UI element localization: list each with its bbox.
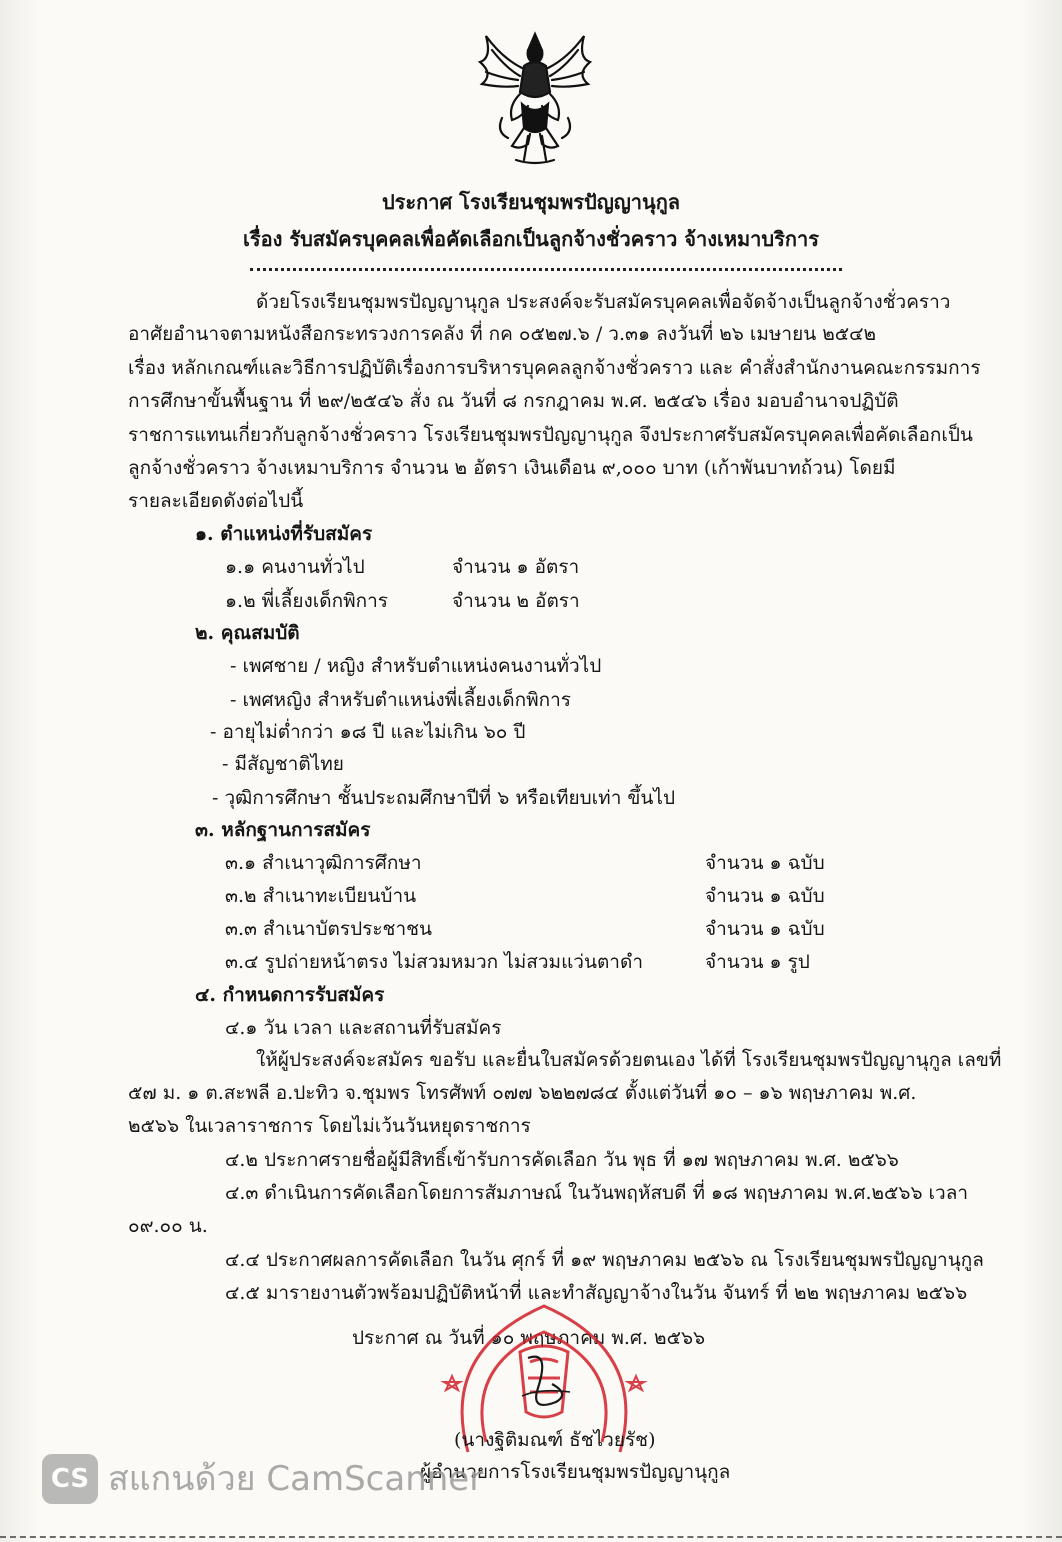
announcement-date: ประกาศ ณ วันที่ ๑๐ พฤษภาคม พ.ศ. ๒๕๖๖	[352, 1327, 706, 1349]
schedule-item: ๔.๓ ดำเนินการคัดเลือกโดยการสัมภาษณ์ ในวันพฤหัสบดี ที่ ๑๘ พฤษภาคม พ.ศ.๒๕๖๖ เวลา	[225, 1182, 969, 1204]
schedule-body-line: ให้ผู้ประสงค์จะสมัคร ขอรับ และยื่นใบสมัครด้วยตนเอง ได้ที่ โรงเรียนชุมพรปัญญานุกูล เลขที่	[256, 1049, 1002, 1071]
header-separator	[250, 268, 842, 271]
announcement-title: ประกาศ โรงเรียนชุมพรปัญญานุกูล	[381, 190, 681, 214]
document-item-count: จำนวน ๑ รูป	[705, 951, 810, 973]
document-item-name: ๓.๓ สำเนาบัตรประชาชน	[225, 918, 432, 940]
qualification-item: - เพศหญิง สำหรับตำแหน่งพี่เลี้ยงเด็กพิการ	[230, 689, 571, 711]
document-item-count: จำนวน ๑ ฉบับ	[705, 852, 825, 874]
document-item-name: ๓.๒ สำเนาทะเบียนบ้าน	[225, 885, 417, 907]
signer-name: (นางฐิติมณฑ์ ธัชไวยรัช)	[454, 1429, 656, 1451]
intro-line-7: รายละเอียดดังต่อไปนี้	[128, 490, 304, 512]
position-item-name: ๑.๒ พี่เลี้ยงเด็กพิการ	[225, 590, 388, 612]
camscanner-logo-icon: CS	[42, 1454, 98, 1504]
section4-heading: ๔. กำหนดการรับสมัคร	[195, 984, 385, 1006]
schedule-item: ๔.๑ วัน เวลา และสถานที่รับสมัคร	[225, 1017, 502, 1039]
document-item-count: จำนวน ๑ ฉบับ	[705, 885, 825, 907]
document-item-count: จำนวน ๑ ฉบับ	[705, 918, 825, 940]
signer-title: ผู้อำนวยการโรงเรียนชุมพรปัญญานุกูล	[420, 1461, 731, 1483]
document-item-name: ๓.๑ สำเนาวุฒิการศึกษา	[225, 852, 422, 874]
intro-line-2: อาศัยอำนาจตามหนังสือกระทรวงการคลัง ที่ กค ๐๕๒๗.๖ / ว.๓๑ ลงวันที่ ๒๖ เมษายน ๒๕๔๒	[128, 323, 877, 345]
camscanner-watermark: สแกนด้วย CamScanner	[108, 1459, 484, 1499]
qualification-item: - อายุไม่ต่ำกว่า ๑๘ ปี และไม่เกิน ๖๐ ปี	[210, 721, 526, 743]
qualification-item: - มีสัญชาติไทย	[222, 753, 344, 775]
schedule-item: ๔.๒ ประกาศรายชื่อผู้มีสิทธิ์เข้ารับการคัดเลือก วัน พุธ ที่ ๑๗ พฤษภาคม พ.ศ. ๒๕๖๖	[225, 1149, 899, 1171]
schedule-item: ๔.๔ ประกาศผลการคัดเลือก ในวัน ศุกร์ ที่ ๑๙ พฤษภาคม ๒๕๖๖ ณ โรงเรียนชุมพรปัญญานุกูล	[225, 1249, 984, 1271]
schedule-body-line: ๕๗ ม. ๑ ต.สะพลี อ.ปะทิว จ.ชุมพร โทรศัพท์ ๐๗๗ ๖๒๒๗๘๔ ตั้งแต่วันที่ ๑๐ – ๑๖ พฤษภาคม พ.ศ.	[128, 1082, 917, 1104]
page-bottom-edge	[0, 1536, 1062, 1538]
section2-heading: ๒. คุณสมบัติ	[195, 622, 300, 644]
schedule-body-line: ๐๙.๐๐ น.	[128, 1215, 208, 1237]
position-item-count: จำนวน ๑ อัตรา	[452, 556, 580, 578]
section1-heading: ๑. ตำแหน่งที่รับสมัคร	[195, 523, 373, 545]
schedule-body-line: ๒๕๖๖ ในเวลาราชการ โดยไม่เว้นวันหยุดราชการ	[128, 1115, 531, 1137]
announcement-subject: เรื่อง รับสมัครบุคคลเพื่อคัดเลือกเป็นลูกจ้างชั่วคราว จ้างเหมาบริการ	[243, 227, 819, 251]
garuda-emblem	[472, 28, 598, 168]
schedule-item: ๔.๕ มารายงานตัวพร้อมปฏิบัติหน้าที่ และทำสัญญาจ้างในวัน จันทร์ ที่ ๒๒ พฤษภาคม ๒๕๖๖	[225, 1282, 968, 1304]
intro-line-3: เรื่อง หลักเกณฑ์และวิธีการปฏิบัติเรื่องการบริหารบุคคลลูกจ้างชั่วคราว และ คำสั่งสำนักงานคณะกรรมการ	[128, 357, 981, 379]
qualification-item: - เพศชาย / หญิง สำหรับตำแหน่งคนงานทั่วไป	[230, 655, 602, 677]
position-item-name: ๑.๑ คนงานทั่วไป	[225, 556, 365, 578]
intro-line-6: ลูกจ้างชั่วคราว จ้างเหมาบริการ จำนวน ๒ อัตรา เงินเดือน ๙,๐๐๐ บาท (เก้าพันบาทถ้วน) โดยมี	[128, 457, 896, 479]
position-item-count: จำนวน ๒ อัตรา	[452, 590, 580, 612]
intro-line-5: ราชการแทนเกี่ยวกับลูกจ้างชั่วคราว โรงเรียนชุมพรปัญญานุกูล จึงประกาศรับสมัครบุคคลเพื่อคัดเลือกเป็น	[128, 424, 973, 446]
intro-line-4: การศึกษาขั้นพื้นฐาน ที่ ๒๙/๒๕๔๖ สั่ง ณ วันที่ ๘ กรกฎาคม พ.ศ. ๒๕๔๖ เรื่อง มอบอำนาจปฏิบัติ	[128, 390, 899, 412]
section3-heading: ๓. หลักฐานการสมัคร	[195, 819, 371, 841]
qualification-item: - วุฒิการศึกษา ชั้นประถมศึกษาปีที่ ๖ หรือเทียบเท่า ขึ้นไป	[212, 787, 676, 809]
intro-line-1: ด้วยโรงเรียนชุมพรปัญญานุกูล ประสงค์จะรับสมัครบุคคลเพื่อจัดจ้างเป็นลูกจ้างชั่วคราว	[256, 291, 951, 313]
document-item-name: ๓.๔ รูปถ่ายหน้าตรง ไม่สวมหมวก ไม่สวมแว่นตาดำ	[225, 951, 643, 973]
